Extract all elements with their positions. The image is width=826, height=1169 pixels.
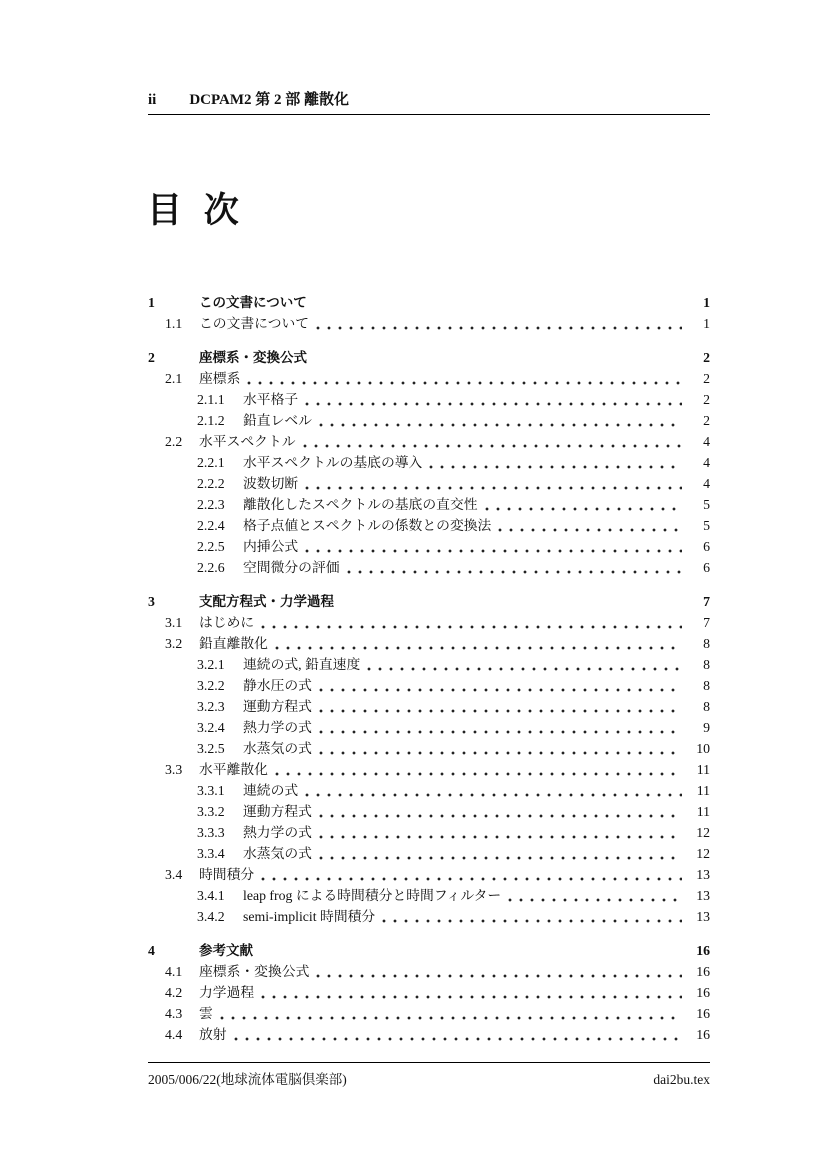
- toc-entry[interactable]: [148, 885, 710, 906]
- toc-entry[interactable]: [148, 473, 710, 494]
- toc-entry[interactable]: [148, 822, 710, 843]
- toc-entry-page: 2: [703, 350, 710, 365]
- toc-entry-page: 7: [703, 594, 710, 609]
- toc-entry-title: 連続の式, 鉛直速度: [243, 657, 361, 672]
- dot-leader: [316, 974, 682, 978]
- toc-entry[interactable]: [148, 961, 710, 982]
- dot-leader: [303, 444, 682, 448]
- toc-entry[interactable]: [148, 313, 710, 334]
- toc-entry[interactable]: [148, 675, 710, 696]
- toc-entry-title: 水蒸気の式: [243, 741, 312, 756]
- toc-entry[interactable]: [148, 515, 710, 536]
- dot-leader: [261, 877, 682, 881]
- toc-entry[interactable]: [148, 1024, 710, 1045]
- toc-entry-number: 3.2.4: [197, 720, 225, 735]
- toc-entry-title: この文書について: [199, 295, 307, 310]
- toc-entry-number: 2.2.6: [197, 560, 225, 575]
- toc-entry[interactable]: [148, 292, 710, 313]
- toc-entry-page: 16: [696, 1027, 710, 1042]
- toc-entry[interactable]: [148, 557, 710, 578]
- toc-entry-page: 9: [703, 720, 710, 735]
- toc-entry-number: 3.2.2: [197, 678, 225, 693]
- toc-entry-number: 2.2.4: [197, 518, 225, 533]
- toc-entry-number: 3.3.1: [197, 783, 225, 798]
- toc-entry-title: 空間微分の評価: [243, 560, 340, 575]
- toc-entry-title: 座標系・変換公式: [199, 964, 310, 979]
- toc-entry-number: 1.1: [165, 316, 183, 331]
- page-header: [148, 88, 710, 115]
- dot-leader: [305, 549, 682, 553]
- toc-entry[interactable]: [148, 368, 710, 389]
- toc-entry-title: leap frog による時間積分と時間フィルター: [243, 888, 502, 903]
- toc-entry-title: はじめに: [199, 615, 255, 630]
- footer-filename: dai2bu.tex: [653, 1072, 710, 1087]
- toc-entry-number: 3.4.1: [197, 888, 225, 903]
- toc-entry-number: 2.1.2: [197, 413, 225, 428]
- toc-entry-number: 4.2: [165, 985, 183, 1000]
- toc-entry-page: 11: [696, 783, 710, 798]
- toc-entry-title: 鉛直レベル: [243, 413, 312, 428]
- toc-entry[interactable]: [148, 612, 710, 633]
- toc-entry-page: 1: [703, 295, 710, 310]
- toc-entry-title: 力学過程: [199, 985, 255, 1000]
- toc-entry[interactable]: [148, 536, 710, 557]
- toc-entry-title: semi-implicit 時間積分: [243, 909, 376, 924]
- toc-entry[interactable]: [148, 759, 710, 780]
- toc-entry-page: 8: [703, 678, 710, 693]
- toc-entry-page: 13: [696, 909, 710, 924]
- toc-entry[interactable]: [148, 389, 710, 410]
- toc-entry-page: 8: [703, 699, 710, 714]
- header-page-number: ii: [148, 92, 157, 108]
- toc-entry[interactable]: [148, 801, 710, 822]
- toc-entry-title: 座標系・変換公式: [199, 350, 307, 365]
- toc-entry[interactable]: [148, 906, 710, 927]
- toc-entry-number: 4.4: [165, 1027, 183, 1042]
- toc-entry-title: 連続の式: [243, 783, 299, 798]
- dot-leader: [319, 709, 682, 713]
- toc-entry-page: 2: [703, 392, 710, 407]
- toc-entry[interactable]: [148, 452, 710, 473]
- dot-leader: [319, 688, 682, 692]
- toc-entry-title: 放射: [199, 1027, 227, 1042]
- toc-entry[interactable]: [148, 940, 710, 961]
- dot-leader: [305, 486, 682, 490]
- dot-leader: [319, 856, 682, 860]
- toc-entry-number: 4: [148, 943, 155, 958]
- toc-entry[interactable]: [148, 696, 710, 717]
- toc-entry[interactable]: [148, 431, 710, 452]
- toc-entry-number: 3.3.4: [197, 846, 225, 861]
- toc-entry[interactable]: [148, 591, 710, 612]
- toc-entry-page: 12: [696, 825, 710, 840]
- toc-entry-page: 2: [703, 413, 710, 428]
- toc-entry-page: 13: [696, 867, 710, 882]
- toc-entry-page: 11: [696, 804, 710, 819]
- toc-entry-number: 4.3: [165, 1006, 183, 1021]
- toc-entry-title: 運動方程式: [243, 699, 312, 714]
- toc-entry-title: 水蒸気の式: [243, 846, 312, 861]
- dot-leader: [275, 646, 682, 650]
- toc-entry-number: 3.2.5: [197, 741, 225, 756]
- toc-entry-title: 雲: [199, 1006, 213, 1021]
- toc-entry-number: 3.3.3: [197, 825, 225, 840]
- toc-entry-title: この文書について: [199, 316, 310, 331]
- toc-entry-title: 支配方程式・力学過程: [199, 594, 334, 609]
- toc-entry-title: 水平スペクトル: [199, 434, 296, 449]
- dot-leader: [485, 507, 682, 511]
- toc-entry[interactable]: [148, 1003, 710, 1024]
- header-document-title: DCPAM2 第 2 部 離散化: [189, 92, 350, 108]
- dot-leader: [275, 772, 682, 776]
- toc-entry[interactable]: [148, 982, 710, 1003]
- dot-leader: [319, 423, 682, 427]
- dot-leader: [508, 898, 682, 902]
- toc-entry-title: 格子点値とスペクトルの係数との変換法: [243, 518, 492, 533]
- dot-leader: [319, 751, 682, 755]
- toc-entry-number: 2: [148, 350, 155, 365]
- toc-entry-number: 3.2: [165, 636, 183, 651]
- toc-entry-page: 16: [696, 943, 710, 958]
- toc-entry-page: 12: [696, 846, 710, 861]
- toc-entry[interactable]: [148, 410, 710, 431]
- toc-entry-number: 3.4.2: [197, 909, 225, 924]
- toc-entry-number: 2.2.3: [197, 497, 225, 512]
- dot-leader: [261, 995, 682, 999]
- toc-entry-number: 3: [148, 594, 155, 609]
- toc-entry-number: 2.1.1: [197, 392, 225, 407]
- dot-leader: [319, 835, 682, 839]
- toc-entry-title: 水平離散化: [199, 762, 268, 777]
- dot-leader: [305, 793, 682, 797]
- toc-entry-number: 3.2.1: [197, 657, 225, 672]
- toc-entry-page: 2: [703, 371, 710, 386]
- dot-leader: [261, 625, 682, 629]
- dot-leader: [382, 919, 682, 923]
- toc-entry-number: 2.2.1: [197, 455, 225, 470]
- dot-leader: [347, 570, 682, 574]
- dot-leader: [429, 465, 682, 469]
- toc-entry-title: 運動方程式: [243, 804, 312, 819]
- page-footer: [148, 1062, 710, 1088]
- toc-entry-title: 波数切断: [243, 476, 299, 491]
- dot-leader: [220, 1016, 682, 1020]
- toc-entry[interactable]: [148, 738, 710, 759]
- toc-entry-title: 時間積分: [199, 867, 255, 882]
- dot-leader: [319, 730, 682, 734]
- toc-entry-title: 参考文献: [199, 943, 253, 958]
- toc-entry-number: 3.1: [165, 615, 183, 630]
- toc-entry-page: 4: [703, 434, 710, 449]
- toc-entry-title: 水平スペクトルの基底の導入: [243, 455, 423, 470]
- toc-entry-title: 静水圧の式: [243, 678, 312, 693]
- toc-entry-number: 2.1: [165, 371, 183, 386]
- toc-entry-title: 熱力学の式: [243, 720, 312, 735]
- toc-entry-number: 3.3.2: [197, 804, 225, 819]
- toc-entry[interactable]: [148, 494, 710, 515]
- toc-entry-page: 7: [703, 615, 710, 630]
- toc-entry-title: 水平格子: [243, 392, 299, 407]
- toc-entry-title: 内挿公式: [243, 539, 299, 554]
- toc-entry-page: 6: [703, 539, 710, 554]
- toc-entry-page: 8: [703, 636, 710, 651]
- toc-entry-page: 10: [696, 741, 710, 756]
- toc-entry-number: 3.4: [165, 867, 183, 882]
- toc-title: 目 次: [147, 191, 245, 230]
- dot-leader: [498, 528, 682, 532]
- toc-entry-page: 16: [696, 1006, 710, 1021]
- toc-entry-page: 11: [696, 762, 710, 777]
- toc-entry-page: 8: [703, 657, 710, 672]
- toc-entry-title: 熱力学の式: [243, 825, 312, 840]
- dot-leader: [367, 667, 682, 671]
- toc-entry-page: 5: [703, 497, 710, 512]
- toc-entry-page: 6: [703, 560, 710, 575]
- toc-entry-title: 鉛直離散化: [199, 636, 268, 651]
- toc-entry-number: 2.2.2: [197, 476, 225, 491]
- toc-entry-title: 座標系: [199, 371, 241, 386]
- toc-entry[interactable]: [148, 347, 710, 368]
- toc-entry[interactable]: [148, 864, 710, 885]
- dot-leader: [316, 326, 682, 330]
- toc-entry-page: 16: [696, 985, 710, 1000]
- toc-entry-page: 13: [696, 888, 710, 903]
- toc-entry-number: 1: [148, 295, 155, 310]
- dot-leader: [305, 402, 682, 406]
- toc-entry-page: 4: [703, 476, 710, 491]
- toc-entry-number: 3.3: [165, 762, 183, 777]
- toc-entry-number: 2.2.5: [197, 539, 225, 554]
- footer-date-credit: 2005/006/22(地球流体電脳倶楽部): [148, 1072, 347, 1087]
- toc-entry-number: 4.1: [165, 964, 183, 979]
- toc-entry-page: 5: [703, 518, 710, 533]
- toc-entry-number: 3.2.3: [197, 699, 225, 714]
- toc-entry-number: 2.2: [165, 434, 183, 449]
- toc-list: [148, 279, 710, 1045]
- toc-entry-page: 1: [703, 316, 710, 331]
- toc-entry-page: 16: [696, 964, 710, 979]
- toc-entry[interactable]: [148, 843, 710, 864]
- toc-entry[interactable]: [148, 654, 710, 675]
- dot-leader: [234, 1037, 682, 1041]
- toc-entry[interactable]: [148, 717, 710, 738]
- toc-entry-title: 離散化したスペクトルの基底の直交性: [243, 497, 478, 512]
- toc-entry-page: 4: [703, 455, 710, 470]
- toc-entry[interactable]: [148, 780, 710, 801]
- dot-leader: [247, 381, 682, 385]
- toc-entry[interactable]: [148, 633, 710, 654]
- dot-leader: [319, 814, 682, 818]
